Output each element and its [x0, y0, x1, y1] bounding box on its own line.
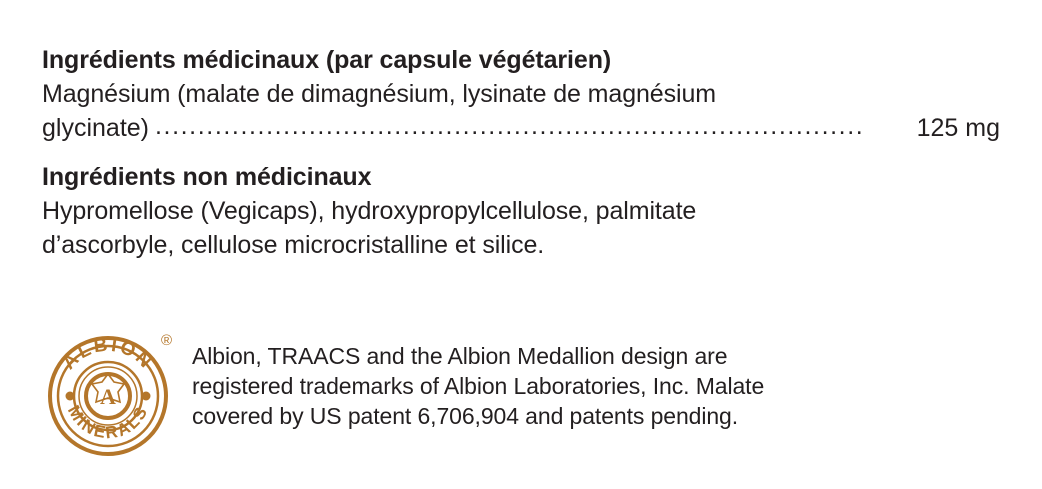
trademark-notice-text [192, 330, 1002, 432]
non-medicinal-ingredients-line-2: d’ascorbyle, cellulose microcristalline et silice. [42, 230, 545, 259]
medicinal-ingredients-block [42, 44, 1000, 145]
svg-text:A: A [100, 384, 116, 409]
trademark-notice-line-1: Albion, TRAACS and the Albion Medallion design are [192, 343, 728, 369]
medicinal-ingredients-heading: Ingrédients médicinaux (par capsule végétarien) [42, 46, 612, 74]
medicinal-ingredients-line-2: glycinate) [42, 113, 149, 142]
albion-trademark-block [42, 330, 1002, 462]
magnesium-amount: 125 mg [916, 113, 1000, 142]
non-medicinal-ingredients-block [42, 161, 1000, 262]
svg-text:ALBION: ALBION [58, 334, 158, 374]
registered-trademark-symbol: ® [160, 332, 172, 349]
trademark-notice-line-3: covered by US patent 6,706,904 and patents pending. [192, 402, 739, 429]
albion-minerals-seal-icon [42, 330, 174, 462]
medicinal-ingredients-amount-row [42, 112, 1000, 146]
trademark-notice-line-2: registered trademarks of Albion Laboratories, Inc. Malate [192, 372, 765, 399]
non-medicinal-ingredients-line-1: Hypromellose (Vegicaps), hydroxypropylcellulose, palmitate [42, 197, 697, 225]
svg-text:MINERALS: MINERALS [63, 402, 152, 443]
non-medicinal-ingredients-heading: Ingrédients non médicinaux [42, 163, 372, 191]
leader-dots: ................................................................................... [155, 111, 865, 140]
medicinal-ingredients-line-1: Magnésium (malate de dimagnésium, lysinate de magnésium [42, 80, 716, 108]
